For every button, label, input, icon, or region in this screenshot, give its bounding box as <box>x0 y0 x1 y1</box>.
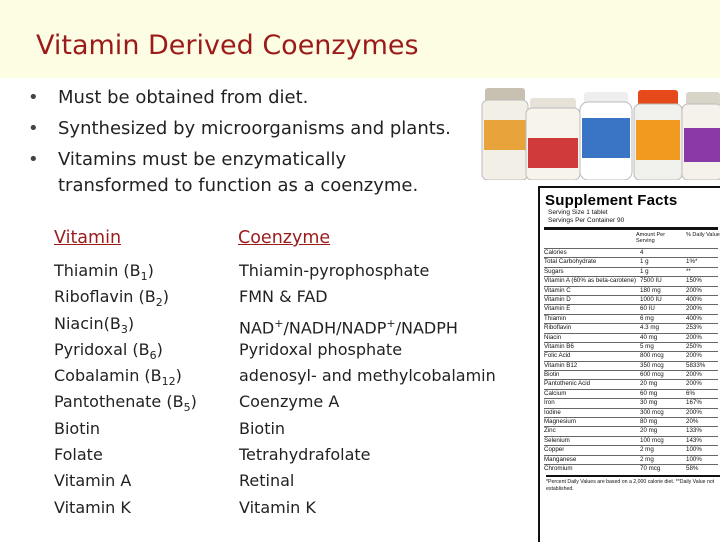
vitamin-name: Pyridoxal $(B_6)$ <box>54 339 163 363</box>
nutrient-daily-value: 150% <box>686 277 702 285</box>
nutrient-amount: 800 mcg <box>640 352 664 360</box>
nutrient-daily-value: 5833% <box>686 361 706 369</box>
vitamin-column-header: Vitamin <box>54 228 122 248</box>
supplement-facts-row <box>544 408 718 417</box>
supplement-facts-row <box>544 389 718 398</box>
vitamin-column <box>54 258 197 521</box>
nutrient-daily-value: ** <box>686 267 691 275</box>
nutrient-amount: 4.3 mg <box>640 324 659 332</box>
nutrient-amount: 4 <box>640 249 644 256</box>
supplement-facts-title: Supplement Facts <box>545 192 678 209</box>
supplement-facts-panel <box>538 186 720 542</box>
nutrient-name: Vitamin C <box>544 286 571 294</box>
nutrient-name: Zinc <box>544 427 556 435</box>
nutrient-name: Chromium <box>544 464 573 472</box>
slide-title: Vitamin Derived Coenzymes <box>36 30 419 61</box>
bullet-dot-icon: • <box>28 149 39 170</box>
nutrient-amount: 60 mg <box>640 389 658 397</box>
nutrient-name: Copper <box>544 446 565 454</box>
supplement-facts-row <box>544 379 718 388</box>
nutrient-amount: 40 mg <box>640 333 658 341</box>
coenzyme-name: FMN & FAD <box>239 287 328 307</box>
nutrient-name: Iron <box>544 399 555 407</box>
nutrient-name: Thiamin <box>544 314 567 322</box>
supplement-facts-row <box>544 426 718 435</box>
nutrient-amount: 20 mg <box>640 380 658 388</box>
nutrient-amount: 7500 IU <box>640 277 662 285</box>
nutrient-name: Total Carbohydrate <box>544 258 597 266</box>
nutrient-name: Vitamin A (60% as beta-carotene) <box>544 277 636 285</box>
coenzyme-name: Vitamin K <box>239 497 316 517</box>
nutrient-amount: 20 mg <box>640 427 658 435</box>
nutrient-daily-value: 143% <box>686 436 702 444</box>
vitamin-name: Folate <box>54 445 103 465</box>
bullet-dot-icon: • <box>28 87 39 108</box>
vitamin-bottles-image <box>480 84 720 180</box>
nutrient-name: Vitamin B12 <box>544 361 578 369</box>
supplement-facts-row <box>544 333 718 342</box>
nutrient-name: Vitamin D <box>544 295 571 303</box>
nutrient-daily-value: 200% <box>686 380 702 388</box>
supplement-facts-rows <box>540 248 720 473</box>
nutrient-name: Vitamin E <box>544 305 571 313</box>
nutrient-amount: 300 mcg <box>640 408 664 416</box>
vitamin-name: Pantothenate $(B_5)$ <box>54 392 197 415</box>
supplement-facts-row <box>544 295 718 304</box>
nutrient-name: Sugars <box>544 267 564 275</box>
coenzyme-name: Retinal <box>239 471 295 491</box>
coenzyme-name: Tetrahydrafolate <box>239 445 371 465</box>
nutrient-amount: 70 mcg <box>640 464 661 472</box>
coenzyme-name: Coenzyme A <box>239 392 340 412</box>
nutrient-name: Calcium <box>544 389 567 397</box>
vitamin-name: Vitamin A <box>54 471 132 491</box>
coenzyme-column-header: Coenzyme <box>238 228 331 248</box>
coenzyme-column <box>239 258 496 521</box>
daily-value-column-header: % Daily Value <box>686 232 720 238</box>
nutrient-amount: 1 g <box>640 267 649 275</box>
nutrient-name: Riboflavin <box>544 324 572 332</box>
nutrient-amount: 100 mcg <box>640 436 664 444</box>
coenzyme-name: adenosyl- and methylcobalamin <box>239 366 496 386</box>
nutrient-daily-value: 200% <box>686 305 702 313</box>
supplement-facts-row <box>544 445 718 454</box>
bottle-label <box>684 128 720 162</box>
amount-column-header: Amount Per Serving <box>636 232 666 244</box>
nutrient-name: Manganese <box>544 455 577 463</box>
bullet-list <box>28 84 498 198</box>
nutrient-amount: 350 mcg <box>640 361 664 369</box>
nutrient-amount: 6 mg <box>640 314 654 322</box>
nutrient-amount: 2 mg <box>640 455 654 463</box>
nutrient-daily-value: 200% <box>686 408 702 416</box>
nutrient-amount: 180 mg <box>640 286 661 294</box>
supplement-facts-row <box>544 398 718 407</box>
vitamin-name: Biotin <box>54 418 101 438</box>
nutrient-amount: 600 mcg <box>640 371 664 379</box>
nutrient-daily-value: 20% <box>686 418 699 426</box>
supplement-facts-row <box>544 370 718 379</box>
nutrient-name: Selenium <box>544 436 570 444</box>
vitamin-name: Vitamin K <box>54 497 131 517</box>
coenzyme-name: NAD+/NADH/NADP+/NADPH <box>239 316 458 337</box>
bottle-label <box>582 118 630 158</box>
nutrient-name: Iodine <box>544 408 561 416</box>
supplement-facts-row <box>544 417 718 426</box>
servings-per-container: Servings Per Container 90 <box>548 217 625 224</box>
supplement-facts-row <box>544 276 718 285</box>
nutrient-daily-value: 250% <box>686 342 702 350</box>
vitamin-name: Thiamin $(B_1)$ <box>54 261 154 284</box>
nutrient-amount: 1000 IU <box>640 295 662 303</box>
bullet-item: • Must be obtained from diet. <box>28 84 498 111</box>
supplement-facts-row <box>544 323 718 332</box>
bullet-item: • Synthesized by microorganisms and plants. <box>28 115 498 142</box>
coenzyme-name: Thiamin-pyrophosphate <box>239 261 430 280</box>
nutrient-amount: 5 mg <box>640 342 654 350</box>
nutrient-daily-value: 58% <box>686 464 699 472</box>
bullet-item: • Vitamins must be enzymatically <box>28 146 498 173</box>
nutrient-daily-value: 100% <box>686 455 702 463</box>
nutrient-daily-value: 200% <box>686 371 702 379</box>
supplement-facts-row <box>544 286 718 295</box>
supplement-facts-footnote: *Percent Daily Values are based on a 2,000 calorie diet. **Daily Value not established. <box>546 475 720 493</box>
serving-size: Serving Size 1 tablet <box>548 209 608 216</box>
nutrient-daily-value: 167% <box>686 399 702 407</box>
nutrient-name: Vitamin B6 <box>544 342 574 350</box>
nutrient-name: Folic Acid <box>544 352 571 360</box>
nutrient-amount: 30 mg <box>640 399 658 407</box>
bullet-item-continuation: transformed to function as a coenzyme. <box>58 175 419 196</box>
bottle-label <box>484 120 526 150</box>
supplement-facts-row <box>544 464 718 473</box>
supplement-facts-row <box>544 257 718 266</box>
vitamin-name: $Niacin(B_3)$ <box>54 313 135 336</box>
nutrient-amount: 80 mg <box>640 418 658 426</box>
supplement-facts-row <box>544 361 718 370</box>
supplement-facts-row <box>544 304 718 313</box>
vitamin-name: Riboflavin $(B_2)$ <box>54 287 169 310</box>
nutrient-daily-value: 400% <box>686 314 702 322</box>
nutrient-name: Magnesium <box>544 418 576 426</box>
bullet-dot-icon: • <box>28 118 39 139</box>
supplement-facts-row <box>544 267 718 276</box>
nutrient-amount: 2 mg <box>640 446 654 454</box>
nutrient-name: Calories <box>544 249 567 256</box>
coenzyme-name: Pyridoxal phosphate <box>239 339 403 359</box>
nutrient-daily-value: 1%* <box>686 258 698 266</box>
nutrient-daily-value: 100% <box>686 446 702 454</box>
supplement-facts-row <box>544 314 718 323</box>
nutrient-name: Pantothenic Acid <box>544 380 591 388</box>
nutrient-daily-value: 200% <box>686 286 702 294</box>
nutrient-daily-value: 6% <box>686 389 695 397</box>
nutrient-name: Biotin <box>544 371 560 379</box>
nutrient-daily-value: 400% <box>686 295 702 303</box>
nutrient-amount: 1 g <box>640 258 649 266</box>
supplement-facts-row <box>544 342 718 351</box>
supplement-facts-row <box>544 436 718 445</box>
nutrient-daily-value: 200% <box>686 333 702 341</box>
coenzyme-name: Biotin <box>239 418 286 438</box>
nutrient-daily-value: 200% <box>686 352 702 360</box>
bottle-label <box>528 138 578 168</box>
supplement-facts-row <box>544 351 718 360</box>
supplement-facts-row <box>544 248 718 257</box>
supplement-facts-row <box>544 455 718 464</box>
vitamin-name: Cobalamin $(B_{12})$ <box>54 366 182 389</box>
nutrient-daily-value: 253% <box>686 324 702 332</box>
bottle-label <box>636 120 680 160</box>
supplement-facts-header <box>544 227 718 248</box>
nutrient-name: Niacin <box>544 333 562 341</box>
nutrient-amount: 60 IU <box>640 305 655 313</box>
nutrient-daily-value: 133% <box>686 427 702 435</box>
